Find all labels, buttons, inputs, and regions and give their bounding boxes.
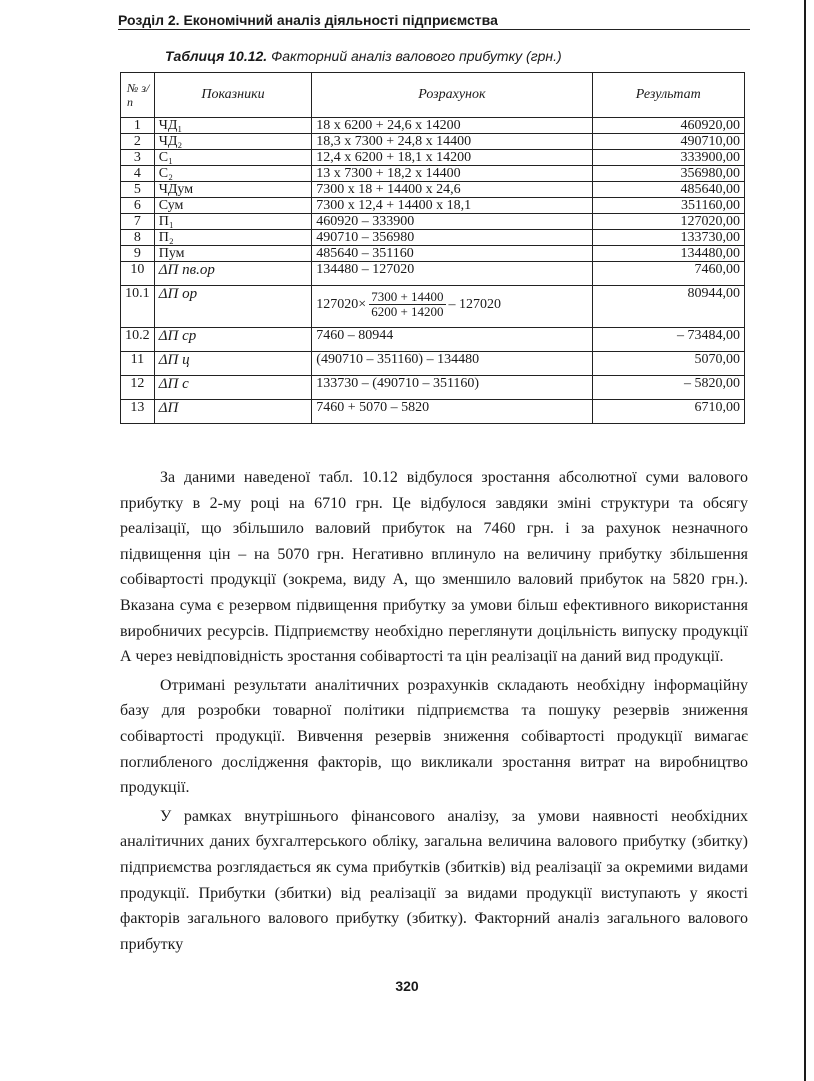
page-edge-line	[804, 0, 806, 1081]
indicator-text: ΔП ор	[158, 286, 198, 302]
header-num: № з/п	[121, 73, 155, 118]
row-indicator	[154, 198, 312, 214]
row-indicator	[154, 150, 312, 166]
indicator-text: ΔП пв.ор	[158, 262, 215, 278]
row-calculation: 133730 – (490710 – 351160)	[312, 376, 592, 400]
row-indicator	[154, 262, 312, 286]
indicator-text: ΔП	[158, 400, 179, 416]
table-row	[121, 118, 745, 134]
page-number: 320	[395, 978, 419, 994]
table-caption-text: Факторний аналіз валового прибутку (грн.)	[271, 48, 562, 64]
row-calculation: 490710 – 356980	[312, 230, 592, 246]
row-indicator	[154, 246, 312, 262]
formula-prefix: 127020×	[316, 296, 367, 312]
indicator-text: С₁	[158, 150, 173, 165]
row-result: 133730,00	[592, 230, 744, 246]
fraction-numerator: 7300 + 14400	[371, 289, 444, 304]
table-row	[121, 134, 745, 150]
row-result: 80944,00	[592, 286, 744, 328]
indicator-text: ЧД₁	[158, 118, 183, 133]
header-calculation: Розрахунок	[312, 73, 592, 118]
row-number: 10.2	[121, 328, 155, 352]
table-row	[121, 246, 745, 262]
row-number: 10	[121, 262, 155, 286]
table-row	[121, 286, 745, 328]
row-indicator	[154, 230, 312, 246]
table-row	[121, 182, 745, 198]
row-calculation: 485640 – 351160	[312, 246, 592, 262]
table-row	[121, 230, 745, 246]
row-number: 10.1	[121, 286, 155, 328]
row-result: 351160,00	[592, 198, 744, 214]
row-result: 356980,00	[592, 166, 744, 182]
row-indicator	[154, 352, 312, 376]
row-calculation: 12,4 x 6200 + 18,1 x 14200	[312, 150, 592, 166]
indicator-text: ЧД₂	[158, 134, 183, 149]
row-indicator	[154, 166, 312, 182]
row-number: 9	[121, 246, 155, 262]
row-calculation: 7300 x 18 + 14400 x 24,6	[312, 182, 592, 198]
table-row	[121, 214, 745, 230]
table-body	[121, 118, 745, 424]
indicator-text: Сум	[158, 198, 184, 213]
row-calculation: 460920 – 333900	[312, 214, 592, 230]
row-indicator	[154, 134, 312, 150]
table-row	[121, 328, 745, 352]
fraction-formula	[316, 290, 501, 319]
row-calculation: 18 x 6200 + 24,6 x 14200	[312, 118, 592, 134]
paragraph-3: У рамках внутрішнього фінансового аналізу, за умови наявності необхідних аналітичних даних бухгалтерського обліку, загальна величина валового прибутку (збитку) підприємства розглядається як сума прибутків (збитків) від реалізації за окремими видами продукції. Прибутки (збитки) від реалізації за видами продукції виступають у якості факторів загального валового прибутку (збитку). Факторний аналіз загального валового прибутку	[120, 807, 748, 953]
row-result: 333900,00	[592, 150, 744, 166]
table-row	[121, 352, 745, 376]
row-number: 4	[121, 166, 155, 182]
row-number: 11	[121, 352, 155, 376]
row-calculation: (490710 – 351160) – 134480	[312, 352, 592, 376]
paragraph-1: За даними наведеної табл. 10.12 відбулося зростання абсолютної суми валового прибутку в 2-му році на 6710 грн. Це відбулося завдяки зміні структури та обсягу реалізації, що збільшило валовий прибуток на 7460 грн. і за рахунок незначного підвищення цін – на 5070 грн. Негативно вплинуло на величину прибутку збільшення собівартості продукції (зокрема, виду А, що зменшило валовий прибуток на 5820 грн.). Вказана сума є резервом підвищення прибутку за умови більш ефективного використання виробничих ресурсів. Підприємству необхідно переглянути доцільність випуску продукції А через невідповідність зростання собівартості та цін реалізації на даний вид продукції.	[120, 469, 748, 666]
indicator-text: П₁	[158, 214, 174, 229]
factor-analysis-table	[120, 72, 745, 424]
table-row	[121, 400, 745, 424]
row-result: 5070,00	[592, 352, 744, 376]
row-result: 490710,00	[592, 134, 744, 150]
row-result: – 5820,00	[592, 376, 744, 400]
indicator-text: ЧДум	[158, 182, 194, 197]
row-calculation: 7460 + 5070 – 5820	[312, 400, 592, 424]
table-row	[121, 198, 745, 214]
row-calculation: 134480 – 127020	[312, 262, 592, 286]
row-result: 6710,00	[592, 400, 744, 424]
indicator-text: ΔП ср	[158, 328, 197, 344]
row-indicator	[154, 182, 312, 198]
body-text	[120, 465, 748, 957]
row-indicator	[154, 328, 312, 352]
row-result: 134480,00	[592, 246, 744, 262]
running-header: Розділ 2. Економічний аналіз діяльності підприємства	[118, 12, 750, 30]
indicator-text: Пум	[158, 246, 185, 261]
row-result: – 73484,00	[592, 328, 744, 352]
indicator-text: С₂	[158, 166, 173, 181]
table-caption-label: Таблиця 10.12.	[165, 48, 268, 64]
row-number: 6	[121, 198, 155, 214]
row-number: 13	[121, 400, 155, 424]
row-indicator	[154, 286, 312, 328]
row-calculation	[312, 286, 592, 328]
row-number: 7	[121, 214, 155, 230]
row-indicator	[154, 214, 312, 230]
row-indicator	[154, 118, 312, 134]
table-row	[121, 166, 745, 182]
fraction	[369, 290, 445, 319]
row-result: 460920,00	[592, 118, 744, 134]
table-row	[121, 376, 745, 400]
table-caption	[165, 48, 562, 64]
row-result: 127020,00	[592, 214, 744, 230]
row-calculation: 7300 x 12,4 + 14400 x 18,1	[312, 198, 592, 214]
row-result: 7460,00	[592, 262, 744, 286]
header-result: Результат	[592, 73, 744, 118]
table-header-row	[121, 73, 745, 118]
row-calculation: 7460 – 80944	[312, 328, 592, 352]
table-row	[121, 150, 745, 166]
row-number: 12	[121, 376, 155, 400]
row-number: 2	[121, 134, 155, 150]
row-number: 5	[121, 182, 155, 198]
row-number: 3	[121, 150, 155, 166]
row-indicator	[154, 376, 312, 400]
header-indicator: Показники	[154, 73, 312, 118]
row-indicator	[154, 400, 312, 424]
paragraph-2: Отримані результати аналітичних розрахунків складають необхідну інформаційну базу для розробки товарної політики підприємства та пошуку резервів зниження собівартості продукції. Вивчення резервів зниження собівартості продукції вимагає поглибленого дослідження факторів, що викликали зростання витрат на виробництво продукції.	[120, 676, 748, 797]
table-row	[121, 262, 745, 286]
indicator-text: ΔП ц	[158, 352, 190, 368]
row-result: 485640,00	[592, 182, 744, 198]
row-calculation: 13 x 7300 + 18,2 x 14400	[312, 166, 592, 182]
fraction-denominator: 6200 + 14200	[371, 304, 444, 319]
row-number: 8	[121, 230, 155, 246]
row-calculation: 18,3 x 7300 + 24,8 x 14400	[312, 134, 592, 150]
indicator-text: ΔП с	[158, 376, 189, 392]
row-number: 1	[121, 118, 155, 134]
formula-suffix: – 127020	[448, 296, 502, 312]
indicator-text: П₂	[158, 230, 174, 245]
